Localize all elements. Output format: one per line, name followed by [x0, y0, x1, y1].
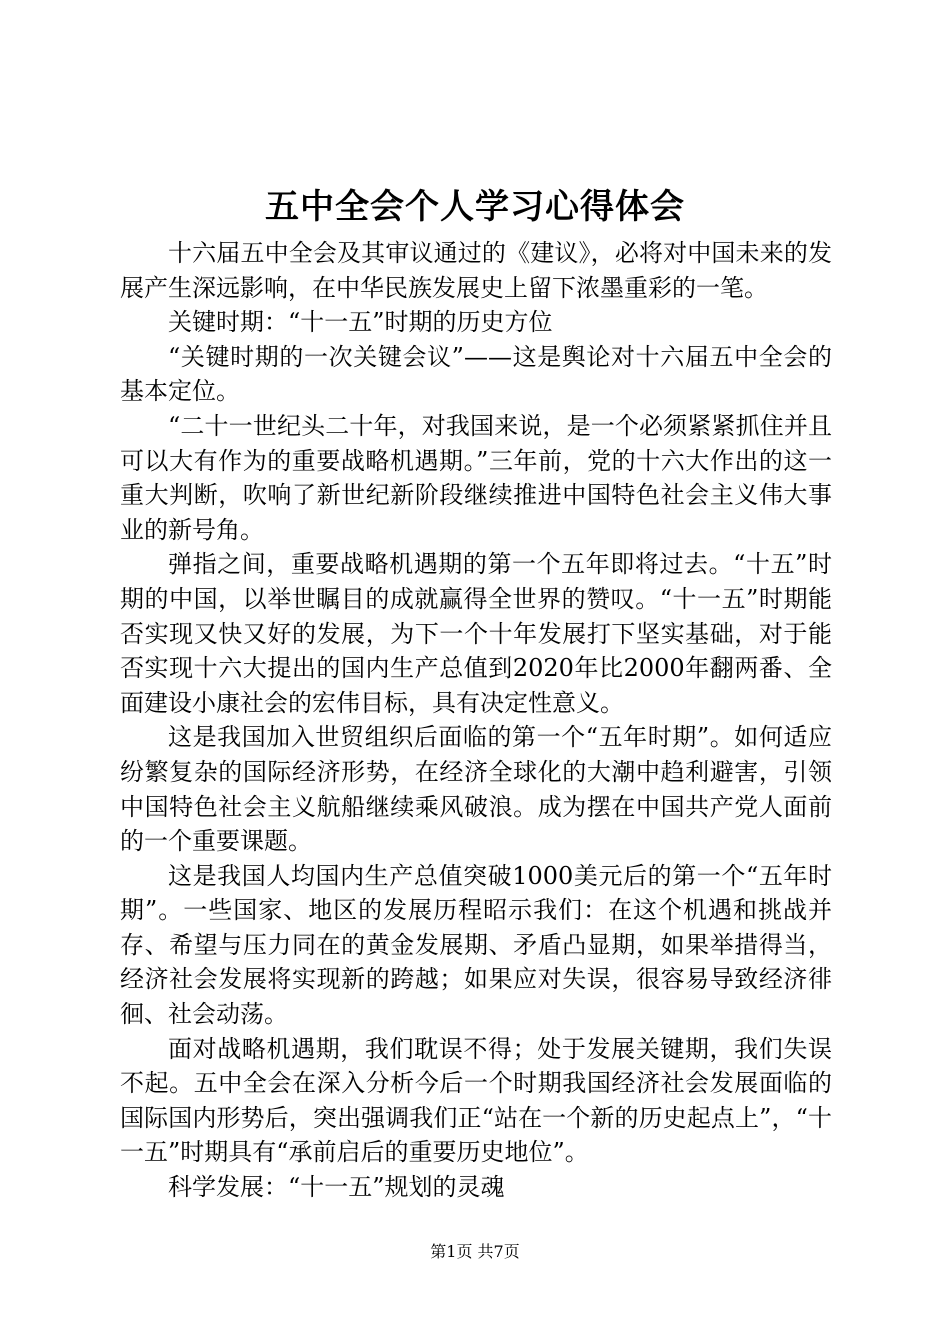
paragraph: “二十一世纪头二十年，对我国来说，是一个必须紧紧抓住并且可以大有作为的重要战略机遇期。”三年前，党的十六大作出的这一重大判断，吹响了新世纪新阶段继续推进中国特色社会主义伟大事业的新号角。: [120, 411, 832, 544]
paragraph: 弹指之间，重要战略机遇期的第一个五年即将过去。“十五”时期的中国，以举世瞩目的成就赢得全世界的赞叹。“十一五”时期能否实现又快又好的发展，为下一个十年发展打下坚实基础，对于能否实现十六大提出的国内生产总值到2020年比2000年翻两番、全面建设小康社会的宏伟目标，具有决定性意义。: [120, 550, 832, 717]
document-body: [120, 236, 832, 1205]
paragraph: 十六届五中全会及其审议通过的《建议》，必将对中国未来的发展产生深远影响，在中华民族发展史上留下浓墨重彩的一笔。: [120, 239, 832, 302]
section-heading: 关键时期：“十一五”时期的历史方位: [168, 308, 553, 337]
paragraph: 这是我国人均国内生产总值突破1000美元后的第一个“五年时期”。一些国家、地区的发展历程昭示我们：在这个机遇和挑战并存、希望与压力同在的黄金发展期、矛盾凸显期，如果举措得当，经济社会发展将实现新的跨越；如果应对失误，很容易导致经济徘徊、社会动荡。: [120, 861, 832, 1029]
paragraph: “关键时期的一次关键会议”——这是舆论对十六届五中全会的基本定位。: [120, 342, 832, 406]
document-title: 五中全会个人学习心得体会: [265, 187, 685, 227]
paragraph: 面对战略机遇期，我们耽误不得；处于发展关键期，我们失误不起。五中全会在深入分析今后一个时期我国经济社会发展面临的国际国内形势后，突出强调我们正“站在一个新的历史起点上”，“十一五”时期具有“承前启后的重要历史地位”。: [120, 1034, 832, 1167]
page-footer: 第1页 共7页: [430, 1242, 520, 1261]
section-heading: 科学发展：“十一五”规划的灵魂: [168, 1173, 505, 1202]
paragraph: 这是我国加入世贸组织后面临的第一个“五年时期”。如何适应纷繁复杂的国际经济形势，在经济全球化的大潮中趋利避害，引领中国特色社会主义航船继续乘风破浪。成为摆在中国共产党人面前的一个重要课题。: [120, 723, 832, 856]
